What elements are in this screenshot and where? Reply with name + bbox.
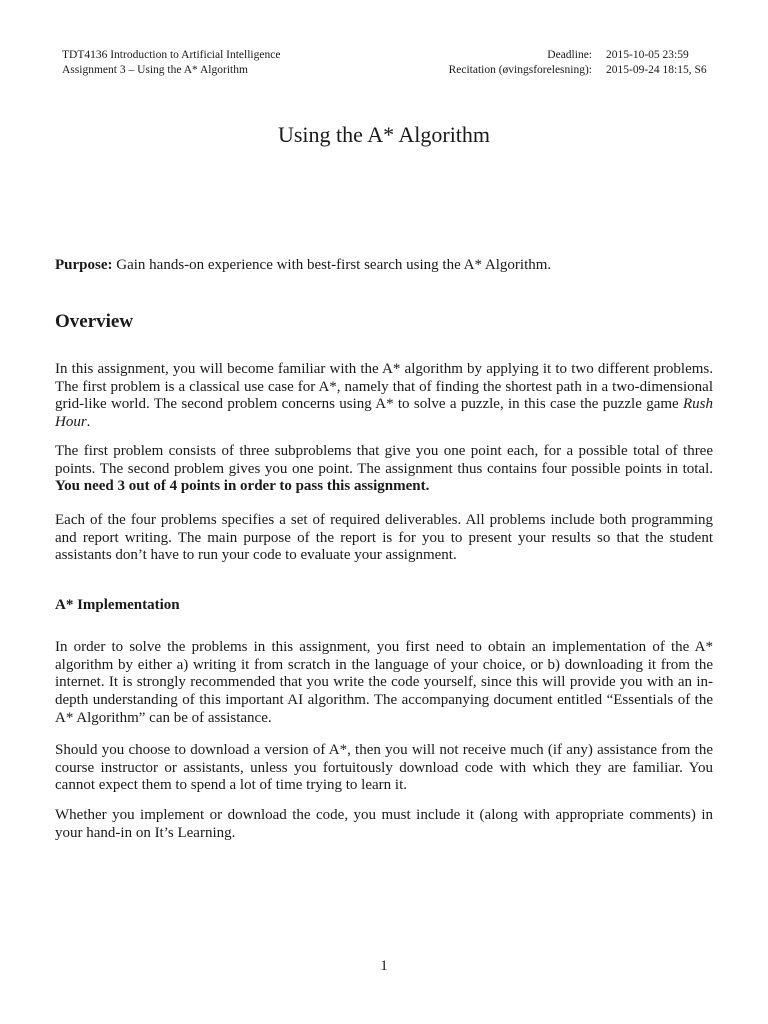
recitation-label: Recitation (øvingsforelesning): [448,64,592,76]
implementation-paragraph-1: In order to solve the problems in this assignment, you first need to obtain an implementation of the A* algorithm by either a) writing it from scratch in the language of your choice, or b) downloading it from the internet. It is strongly recommended that you write the code yourself, since this will provide you with an in-depth understanding of this important AI algorithm. The accompanying document entitled “Essentials of the A* Algorithm” can be of assistance. [55,639,713,726]
course-name: TDT4136 Introduction to Artificial Intelligence [62,49,281,61]
assignment-name: Assignment 3 – Using the A* Algorithm [62,64,248,76]
text: The first problem consists of three subproblems that give you one point each, for a possible total of three points. The second problem gives you one point. The assignment thus contains four possible points in total. [55,443,713,477]
overview-heading: Overview [55,311,134,332]
pass-requirement: You need 3 out of 4 points in order to pass this assignment. [55,478,430,495]
overview-paragraph-2 [55,443,713,496]
deadline-value: 2015-10-05 23:59 [606,49,689,61]
purpose-text: Gain hands-on experience with best-first search using the A* Algorithm. [112,257,552,273]
overview-paragraph-3: Each of the four problems specifies a set of required deliverables. All problems include both programming and report writing. The main purpose of the report is for you to present your results so that the student assistants don’t have to run your code to evaluate your assignment. [55,512,713,564]
deadline-label: Deadline: [547,49,592,61]
recitation-value: 2015-09-24 18:15, S6 [606,64,707,76]
implementation-paragraph-2: Should you choose to download a version of A*, then you will not receive much (if any) assistance from the course instructor or assistants, unless you fortuitously download code with which they are familiar. You cannot expect them to spend a lot of time trying to learn it. [55,742,713,794]
document-title: Using the A* Algorithm [277,122,491,147]
implementation-heading: A* Implementation [55,597,180,613]
implementation-paragraph-3: Whether you implement or download the code, you must include it (along with appropriate comments) in your hand-in on It’s Learning. [55,807,713,841]
header-left [62,48,280,78]
text: . [86,414,91,431]
purpose-label: Purpose: [55,257,113,273]
game-name: Rush Hour [55,396,713,431]
page-number: 1 [380,958,388,974]
overview-paragraph-1 [55,361,713,432]
text: In this assignment, you will become familiar with the A* algorithm by applying it to two different problems. The first problem is a classical use case for A*, namely that of finding the shortest path in a two-dimensional grid-like world. The second problem concerns using A* to solve a puzzle, in this case the puzzle game [55,361,713,413]
purpose [55,257,713,275]
header-right [420,48,710,78]
